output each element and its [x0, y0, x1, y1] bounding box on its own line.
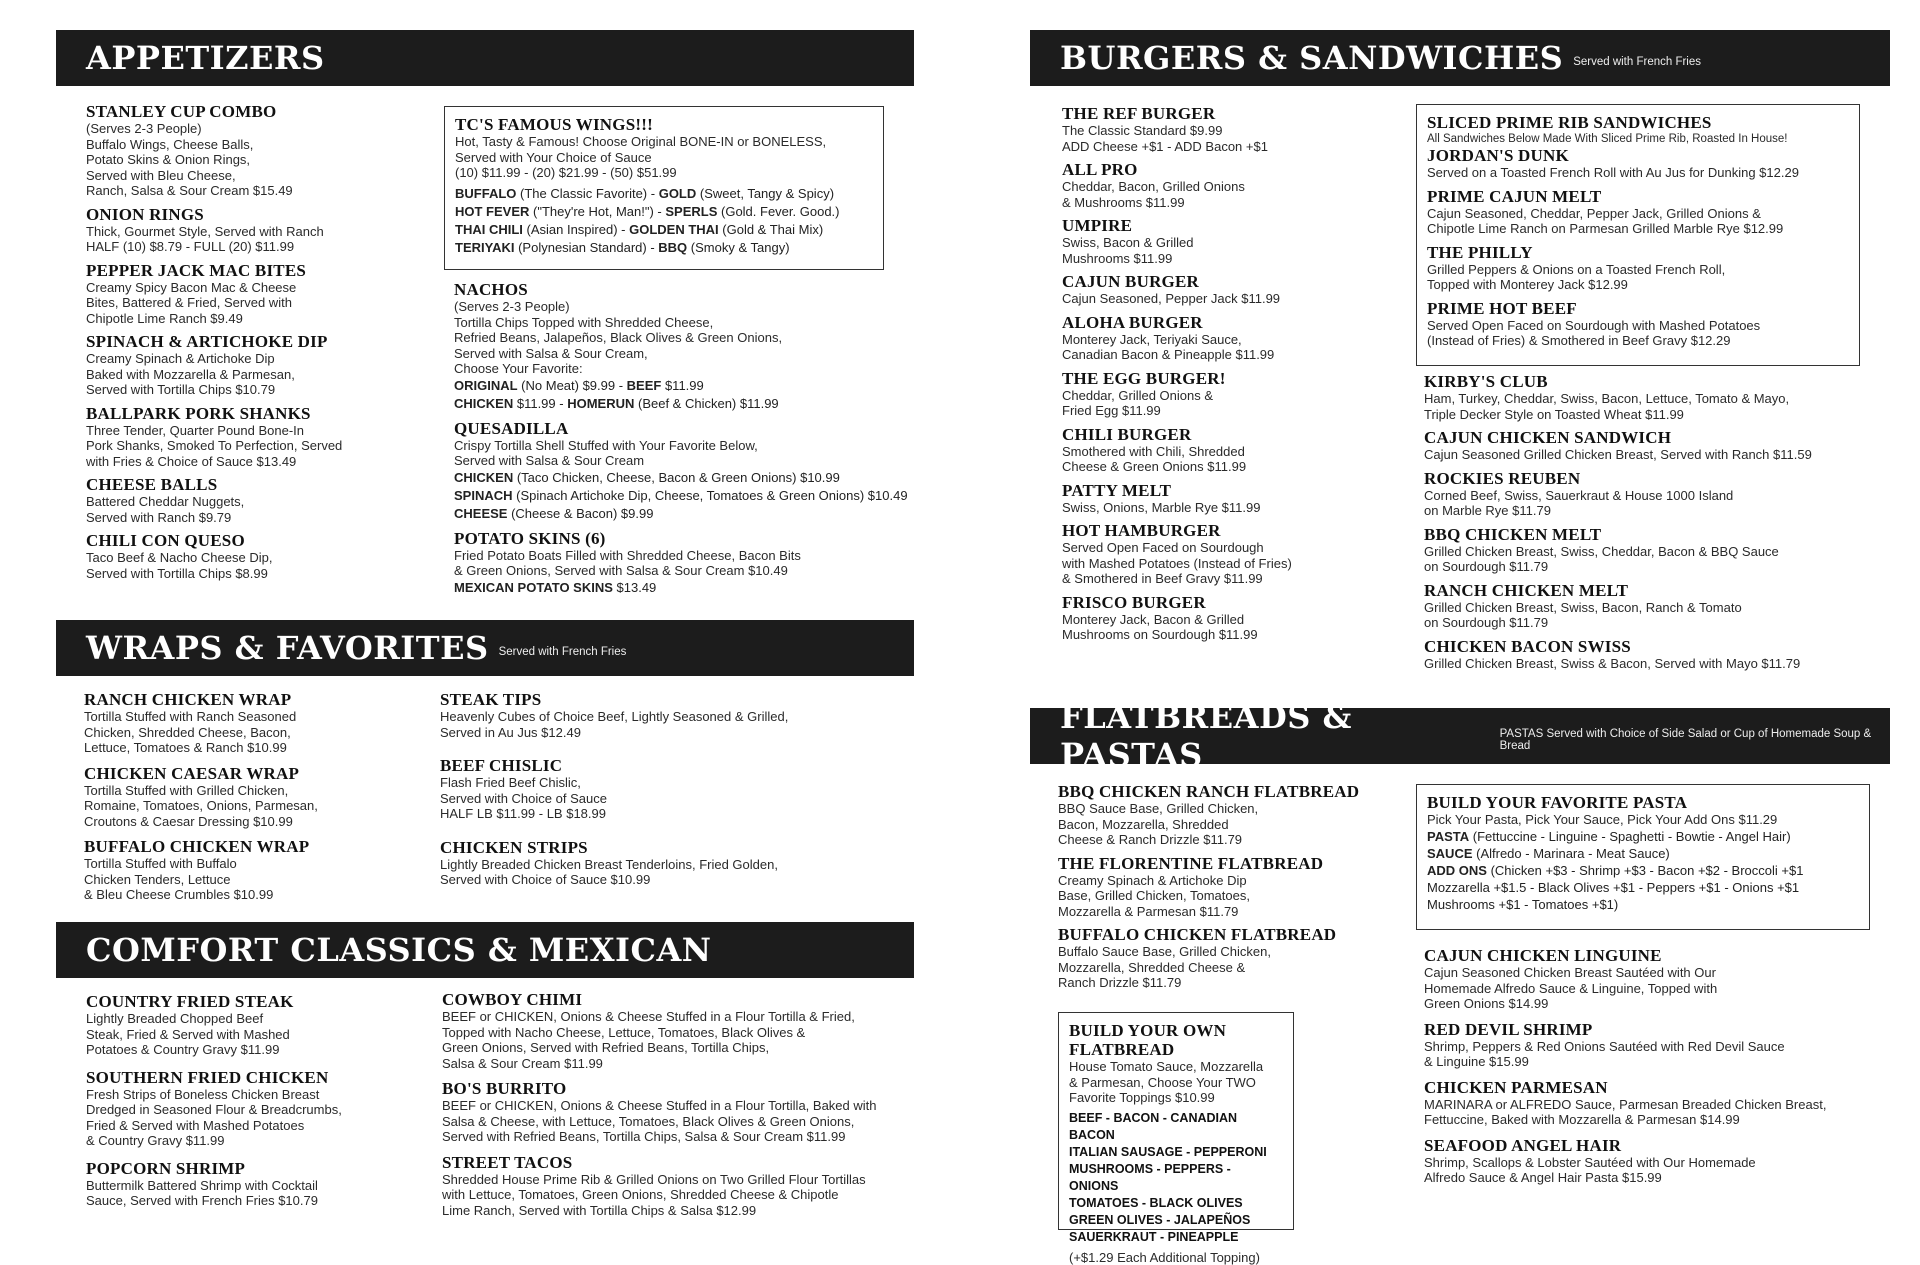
menu-item-quesadilla: QUESADILLA Crispy Tortilla Shell Stuffed with Your Favorite Below, Served with Salsa & Sour Cream CHICKEN (Taco Chicken, Cheese, Bacon & Green Onions) $10.99 SPINACH (Spinach Artichoke Dip, Cheese, Tomatoes & Green Onions) $10.49 CHEESE (Cheese & Bacon) $9.99: [454, 418, 908, 521]
menu-item: STANLEY CUP COMBO (Serves 2-3 People) Buffalo Wings, Cheese Balls, Potato Skins & Onion Rings, Served with Bleu Cheese, Ranch, Salsa & Sour Cream $15.49: [86, 102, 293, 198]
topping-line: MUSHROOMS - PEPPERS - ONIONS: [1069, 1161, 1231, 1193]
comfort-right-column: [442, 990, 912, 1224]
appetizers-right-column: [454, 280, 914, 603]
wings-box: TC'S FAMOUS WINGS!!! Hot, Tasty & Famous! Choose Original BONE-IN or BONELESS, Served with Your Choice of Sauce (10) $11.99 - (20) $21.99 - (50) $51.99 BUFFALO (The Classic Favorite) - GOLD (Sweet, Tangy & Spicy) HOT FEVER ("They're Hot, Man!") - SPERLS (Gold. Fever. Good.) THAI CHILI (Asian Inspired) - GOLDEN THAI (Gold & Thai Mix) TERIYAKI (Polynesian Standard) - BBQ (Smoky & Tangy): [444, 106, 884, 270]
menu-item: KIRBY'S CLUB Ham, Turkey, Cheddar, Swiss, Bacon, Lettuce, Tomato & Mayo, Triple Decker Style on Toasted Wheat $11.99: [1424, 372, 1790, 422]
menu-item: RED DEVIL SHRIMP Shrimp, Peppers & Red Onions Sautéed with Red Devil Sauce & Linguine $15.99: [1424, 1019, 1785, 1069]
menu-item: CHEESE BALLS Battered Cheddar Nuggets, Served with Ranch $9.79: [86, 475, 245, 525]
wraps-header: [56, 620, 914, 676]
build-flatbread-box: BUILD YOUR OWN FLATBREAD House Tomato Sauce, Mozzarella & Parmesan, Choose Your TWO Favorite Toppings $10.99 BEEF - BACON - CANADIAN BACON ITALIAN SAUSAGE - PEPPERONI MUSHROOMS - PEPPERS - ONIONS TOMATOES - BLACK OLIVES GREEN OLIVES - JALAPEÑOS SAUERKRAUT - PINEAPPLE (+$1.29 Each Additional Topping): [1058, 1012, 1294, 1230]
menu-item: BEEF CHISLIC Flash Fried Beef Chislic, Served with Choice of Sauce HALF LB $11.99 - LB $18.99: [440, 756, 607, 821]
menu-item: THE FLORENTINE FLATBREAD Creamy Spinach & Artichoke Dip Base, Grilled Chicken, Tomatoes, Mozzarella & Parmesan $11.79: [1058, 853, 1324, 919]
burgers-header: [1030, 30, 1890, 86]
menu-item: CHICKEN PARMESAN MARINARA or ALFREDO Sauce, Parmesan Breaded Chicken Breast, Fettuccine, Baked with Mozzarella & Parmesan $14.99: [1424, 1077, 1827, 1127]
menu-item: ALOHA BURGER Monterey Jack, Teriyaki Sauce, Canadian Bacon & Pineapple $11.99: [1062, 312, 1275, 362]
topping-line: TOMATOES - BLACK OLIVES: [1069, 1195, 1243, 1210]
section-subtitle: Served with French Fries: [498, 646, 627, 658]
menu-item: STEAK TIPS Heavenly Cubes of Choice Beef, Lightly Seasoned & Grilled, Served in Au Jus $12.49: [440, 690, 789, 740]
topping-line: GREEN OLIVES - JALAPEÑOS: [1069, 1212, 1251, 1227]
menu-item: CHICKEN CAESAR WRAP Tortilla Stuffed with Grilled Chicken, Romaine, Tomatoes, Onions, Parmesan, Croutons & Caesar Dressing $10.99: [84, 763, 318, 829]
sauce-line: TERIYAKI (Polynesian Standard) - BBQ (Smoky & Tangy): [455, 239, 790, 255]
menu-item: THE PHILLY Grilled Peppers & Onions on a Toasted French Roll, Topped with Monterey Jack $12.99: [1427, 242, 1726, 292]
menu-item: POPCORN SHRIMP Buttermilk Battered Shrimp with Cocktail Sauce, Served with French Fries $10.79: [86, 1158, 318, 1208]
comfort-header: [56, 922, 914, 978]
menu-item-nachos: NACHOS (Serves 2-3 People) Tortilla Chips Topped with Shredded Cheese, Refried Beans, Jalapeños, Black Olives & Green Onions, Served with Salsa & Sour Cream, Choose Your Favorite: ORIGINAL (No Meat) $9.99 - BEEF $11.99 CHICKEN $11.99 - HOMERUN (Beef & Chicken) $11.99: [454, 280, 783, 411]
menu-item: BBQ CHICKEN MELT Grilled Chicken Breast, Swiss, Cheddar, Bacon & BBQ Sauce on Sourdough $11.79: [1424, 524, 1779, 574]
build-pasta-box: BUILD YOUR FAVORITE PASTA Pick Your Pasta, Pick Your Sauce, Pick Your Add Ons $11.29 PASTA (Fettuccine - Linguine - Spaghetti - Bowtie - Angel Hair) SAUCE (Alfredo - Marinara - Meat Sauce) ADD ONS (Chicken +$3 - Shrimp +$3 - Bacon +$2 - Broccoli +$1 Mozzarella +$1.5 - Black Olives +$1 - Peppers +$1 - Onions +$1 Mushrooms +$1 - Tomatoes +$1): [1416, 784, 1870, 930]
topping-line: SAUERKRAUT - PINEAPPLE: [1069, 1229, 1239, 1244]
menu-item: UMPIRE Swiss, Bacon & Grilled Mushrooms $11.99: [1062, 216, 1194, 266]
section-subtitle: Served with French Fries: [1573, 56, 1702, 68]
section-title: FLATBREADS & PASTAS: [1060, 698, 1352, 774]
appetizers-left-column: [86, 102, 426, 587]
sauce-line: THAI CHILI (Asian Inspired) - GOLDEN THAI (Gold & Thai Mix): [455, 221, 824, 237]
topping-line: ITALIAN SAUSAGE - PEPPERONI: [1069, 1144, 1267, 1159]
menu-item: ROCKIES REUBEN Corned Beef, Swiss, Sauerkraut & House 1000 Island on Marble Rye $11.79: [1424, 468, 1734, 518]
pastas-right-column: [1424, 946, 1884, 1192]
menu-item: THE REF BURGER The Classic Standard $9.99 ADD Cheese +$1 - ADD Bacon +$1: [1062, 104, 1268, 154]
comfort-left-column: [86, 992, 416, 1215]
burgers-right-column: [1424, 372, 1884, 677]
menu-item: COUNTRY FRIED STEAK Lightly Breaded Chopped Beef Steak, Fried & Served with Mashed Potatoes & Country Gravy $11.99: [86, 992, 294, 1057]
section-title: APPETIZERS: [86, 39, 325, 77]
section-subtitle: PASTAS Served with Choice of Side Salad or Cup of Homemade Soup & Bread: [1499, 728, 1872, 752]
section-title: COMFORT CLASSICS & MEXICAN: [86, 931, 712, 969]
menu-item: PATTY MELT Swiss, Onions, Marble Rye $11.99: [1062, 480, 1261, 515]
menu-item: CHILI BURGER Smothered with Chili, Shredded Cheese & Green Onions $11.99: [1062, 424, 1247, 474]
menu-item: RANCH CHICKEN WRAP Tortilla Stuffed with Ranch Seasoned Chicken, Shredded Cheese, Bacon, Lettuce, Tomatoes & Ranch $10.99: [84, 690, 297, 755]
sauce-line: BUFFALO (The Classic Favorite) - GOLD (Sweet, Tangy & Spicy): [455, 185, 835, 201]
menu-item: BALLPARK PORK SHANKS Three Tender, Quarter Pound Bone-In Pork Shanks, Smoked To Perfection, Served with Fries & Choice of Sauce $13.49: [86, 403, 343, 469]
menu-item: SPINACH & ARTICHOKE DIP Creamy Spinach & Artichoke Dip Baked with Mozzarella & Parmesan, Served with Tortilla Chips $10.79: [86, 332, 328, 397]
menu-item: HOT HAMBURGER Served Open Faced on Sourdough with Mashed Potatoes (Instead of Fries) & Smothered in Beef Gravy $11.99: [1062, 521, 1292, 586]
menu-item: CHILI CON QUESO Taco Beef & Nacho Cheese Dip, Served with Tortilla Chips $8.99: [86, 531, 273, 581]
menu-item: BO'S BURRITO BEEF or CHICKEN, Onions & Cheese Stuffed in a Flour Tortilla, Baked with Salsa & Cheese, with Lettuce, Tomatoes, Black Olives & Green Onions, Served with Refried Beans, Tortilla Chips, Salsa & Sour Cream $11.99: [442, 1079, 877, 1144]
menu-item: THE EGG BURGER! Cheddar, Grilled Onions & Fried Egg $11.99: [1062, 368, 1226, 418]
menu-item: PRIME HOT BEEF Served Open Faced on Sourdough with Mashed Potatoes (Instead of Fries) & Smothered in Beef Gravy $12.29: [1427, 298, 1761, 348]
section-title: WRAPS & FAVORITES: [86, 629, 489, 667]
menu-item: SOUTHERN FRIED CHICKEN Fresh Strips of Boneless Chicken Breast Dredged in Seasoned Flour & Breadcrumbs, Fried & Served with Mashed Potatoes & Country Gravy $11.99: [86, 1067, 342, 1148]
wraps-right-column: [440, 690, 910, 894]
menu-item: CHICKEN STRIPS Lightly Breaded Chicken Breast Tenderloins, Fried Golden, Served with Choice of Sauce $10.99: [440, 837, 778, 887]
menu-item: JORDAN'S DUNK Served on a Toasted French Roll with Au Jus for Dunking $12.29: [1427, 146, 1799, 180]
menu-item: CAJUN CHICKEN LINGUINE Cajun Seasoned Chicken Breast Sautéed with Our Homemade Alfredo Sauce & Linguine, Topped with Green Onions $14.99: [1424, 946, 1718, 1011]
menu-item: CAJUN CHICKEN SANDWICH Cajun Seasoned Grilled Chicken Breast, Served with Ranch $11.59: [1424, 428, 1812, 462]
flatbreads-header: [1030, 698, 1890, 774]
menu-item: BUFFALO CHICKEN FLATBREAD Buffalo Sauce Base, Grilled Chicken, Mozzarella, Shredded Cheese & Ranch Drizzle $11.79: [1058, 925, 1337, 990]
menu-item: BBQ CHICKEN RANCH FLATBREAD BBQ Sauce Base, Grilled Chicken, Bacon, Mozzarella, Shredded Cheese & Ranch Drizzle $11.79: [1058, 782, 1360, 847]
sauce-line: HOT FEVER ("They're Hot, Man!") - SPERLS (Gold. Fever. Good.): [455, 203, 840, 219]
menu-item: RANCH CHICKEN MELT Grilled Chicken Breast, Swiss, Bacon, Ranch & Tomato on Sourdough $11.79: [1424, 580, 1742, 630]
menu-item: CHICKEN BACON SWISS Grilled Chicken Breast, Swiss & Bacon, Served with Mayo $11.79: [1424, 636, 1801, 671]
burgers-left-column: [1062, 104, 1392, 649]
menu-item: PEPPER JACK MAC BITES Creamy Spicy Bacon Mac & Cheese Bites, Battered & Fried, Served with Chipotle Lime Ranch $9.49: [86, 260, 307, 326]
menu-item-potato-skins: POTATO SKINS (6) Fried Potato Boats Filled with Shredded Cheese, Bacon Bits & Green Onions, Served with Salsa & Sour Cream $10.49 MEXICAN POTATO SKINS $13.49: [454, 528, 801, 595]
menu-item: PRIME CAJUN MELT Cajun Seasoned, Cheddar, Pepper Jack, Grilled Onions & Chipotle Lime Ranch on Parmesan Grilled Marble Rye $12.99: [1427, 186, 1784, 236]
menu-item: COWBOY CHIMI BEEF or CHICKEN, Onions & Cheese Stuffed in a Flour Tortilla & Fried, Topped with Nacho Cheese, Lettuce, Tomatoes, Black Olives & Green Onions, Served with Refried Beans, Tortilla Chips, Salsa & Sour Cream $11.99: [442, 990, 855, 1071]
prime-rib-box: SLICED PRIME RIB SANDWICHES All Sandwiches Below Made With Sliced Prime Rib, Roasted In House! JORDAN'S DUNK Served on a Toasted French Roll with Au Jus for Dunking $12.29 PRIME CAJUN MELT Cajun Seasoned, Cheddar, Pepper Jack, Grilled Onions & Chipotle Lime Ranch on Parmesan Grilled Marble Rye $12.99 THE PHILLY Grilled Peppers & Onions on a Toasted French Roll, Topped with Monterey Jack $12.99 PRIME HOT BEEF Served Open Faced on Sourdough with Mashed Potatoes (Instead of Fries) & Smothered in Beef Gravy $12.29: [1416, 104, 1860, 366]
menu-item: ONION RINGS Thick, Gourmet Style, Served with Ranch HALF (10) $8.79 - FULL (20) $11.99: [86, 204, 324, 254]
topping-line: BEEF - BACON - CANADIAN BACON: [1069, 1110, 1238, 1142]
flatbreads-left-column: [1058, 782, 1388, 997]
menu-item: ALL PRO Cheddar, Bacon, Grilled Onions & Mushrooms $11.99: [1062, 160, 1245, 210]
menu-item: CAJUN BURGER Cajun Seasoned, Pepper Jack $11.99: [1062, 272, 1281, 306]
appetizers-header: [56, 30, 914, 86]
menu-item: FRISCO BURGER Monterey Jack, Bacon & Grilled Mushrooms on Sourdough $11.99: [1062, 592, 1258, 642]
wraps-left-column: [84, 690, 414, 909]
section-title: BURGERS & SANDWICHES: [1060, 39, 1564, 77]
menu-item: SEAFOOD ANGEL HAIR Shrimp, Scallops & Lobster Sautéed with Our Homemade Alfredo Sauce & Angel Hair Pasta $15.99: [1424, 1135, 1756, 1185]
menu-item: BUFFALO CHICKEN WRAP Tortilla Stuffed with Buffalo Chicken Tenders, Lettuce & Bleu Cheese Crumbles $10.99: [84, 837, 310, 902]
menu-item: STREET TACOS Shredded House Prime Rib & Grilled Onions on Two Grilled Flour Tortillas with Lettuce, Tomatoes, Green Onions, Shredded Cheese & Chipotle Lime Ranch, Served with Tortilla Chips & Salsa $12.99: [442, 1152, 866, 1218]
